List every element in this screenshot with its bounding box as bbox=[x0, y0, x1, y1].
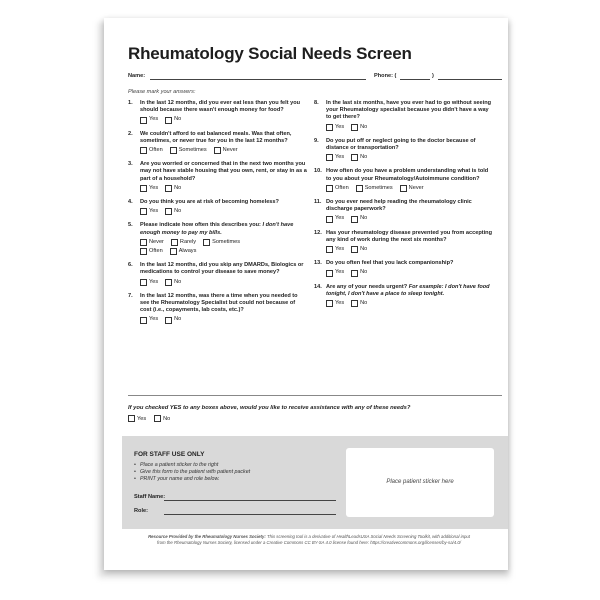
answer-options bbox=[326, 246, 494, 253]
answer-options bbox=[140, 116, 308, 123]
checkbox-option[interactable] bbox=[140, 279, 158, 286]
checkbox-option[interactable] bbox=[170, 248, 197, 255]
checkbox[interactable] bbox=[351, 154, 358, 161]
question-text-main: How often do you have a problem understanding what is told to you about your Rheumatology/Autoimmune condition? bbox=[326, 168, 489, 182]
checkbox-label: Yes bbox=[137, 415, 147, 422]
checkbox-label: No bbox=[360, 300, 368, 307]
checkbox-option[interactable] bbox=[171, 239, 196, 246]
question-text-main: In the last 12 months, did you ever eat less than you felt you should because there wasn't enough money for food? bbox=[140, 100, 301, 114]
checkbox-label: No bbox=[360, 246, 368, 253]
form-sheet bbox=[104, 18, 508, 570]
checkbox-option[interactable] bbox=[351, 246, 367, 253]
question-2 bbox=[128, 131, 308, 155]
checkbox-option[interactable] bbox=[351, 300, 367, 307]
checkbox[interactable] bbox=[154, 415, 161, 422]
question-3 bbox=[128, 161, 308, 192]
question-14 bbox=[314, 284, 494, 308]
checkbox-option[interactable] bbox=[165, 116, 181, 123]
section-divider bbox=[128, 395, 502, 396]
checkbox-option[interactable] bbox=[356, 185, 393, 192]
checkbox-label: No bbox=[163, 415, 171, 422]
checkbox[interactable] bbox=[326, 216, 333, 223]
checkbox-option[interactable] bbox=[326, 300, 344, 307]
question-text-main: Are you worried or concerned that in the next two months you may not have stable housing that you own, rent, or stay in as a part of a household? bbox=[140, 161, 307, 182]
answer-options bbox=[326, 154, 494, 161]
checkbox[interactable] bbox=[140, 208, 147, 215]
answer-options bbox=[140, 316, 308, 323]
checkbox-label: Often bbox=[149, 248, 163, 255]
checkbox[interactable] bbox=[140, 239, 147, 246]
question-text-main: Has your rheumatology disease prevented you from accepting any kind of work during the next six months? bbox=[326, 229, 492, 243]
checkbox[interactable] bbox=[140, 185, 147, 192]
question-number: 14. bbox=[314, 283, 322, 290]
question-text bbox=[140, 161, 308, 183]
checkbox[interactable] bbox=[351, 246, 358, 253]
checkbox-label: Always bbox=[178, 248, 197, 255]
checkbox-option[interactable] bbox=[140, 316, 158, 323]
checkbox[interactable] bbox=[400, 185, 407, 192]
checkbox-option[interactable] bbox=[140, 116, 158, 123]
question-number: 4. bbox=[128, 199, 133, 206]
checkbox[interactable] bbox=[170, 248, 177, 255]
question-text-main: We couldn't afford to eat balanced meals. Was that often, sometimes, or never true for you in the last 12 months? bbox=[140, 130, 292, 144]
question-text-main: Do you often feel that you lack companionship? bbox=[326, 260, 454, 267]
checkbox-option[interactable] bbox=[128, 415, 146, 422]
question-number: 11. bbox=[314, 199, 322, 206]
checkbox[interactable] bbox=[326, 185, 333, 192]
question-text bbox=[140, 293, 308, 315]
role-line[interactable] bbox=[164, 514, 336, 515]
checkbox-option[interactable] bbox=[351, 269, 367, 276]
checkbox[interactable] bbox=[351, 124, 358, 131]
staff-instruction-item: • Place a patient sticker to the right bbox=[140, 462, 250, 469]
answer-options bbox=[140, 147, 308, 154]
checkbox[interactable] bbox=[326, 154, 333, 161]
checkbox[interactable] bbox=[140, 147, 147, 154]
question-number: 5. bbox=[128, 222, 133, 229]
checkbox-option[interactable] bbox=[351, 215, 367, 222]
question-text-main: Do you think you are at risk of becoming homeless? bbox=[140, 199, 279, 206]
checkbox[interactable] bbox=[351, 216, 358, 223]
checkbox-label: Never bbox=[222, 147, 238, 154]
question-number: 2. bbox=[128, 130, 133, 137]
checkbox[interactable] bbox=[140, 279, 147, 286]
answer-options bbox=[326, 269, 494, 276]
checkbox-option[interactable] bbox=[140, 208, 158, 215]
checkbox-label: No bbox=[174, 184, 182, 191]
checkbox[interactable] bbox=[165, 317, 172, 324]
question-text-example: I don't have enough money to pay my bills. bbox=[140, 222, 294, 236]
checkbox-option[interactable] bbox=[400, 185, 424, 192]
checkbox-option[interactable] bbox=[140, 248, 163, 255]
checkbox-option[interactable] bbox=[351, 154, 367, 161]
role-field bbox=[134, 508, 148, 514]
checkbox[interactable] bbox=[165, 208, 172, 215]
checkbox-label: No bbox=[360, 269, 368, 276]
question-number: 9. bbox=[314, 137, 319, 144]
question-7 bbox=[128, 293, 308, 324]
checkbox[interactable] bbox=[165, 185, 172, 192]
checkbox-label: No bbox=[360, 154, 368, 161]
checkbox-option[interactable] bbox=[165, 208, 181, 215]
checkbox-option[interactable] bbox=[154, 415, 170, 422]
answer-options bbox=[140, 239, 308, 255]
checkbox[interactable] bbox=[326, 124, 333, 131]
question-text bbox=[140, 262, 308, 276]
assistance-question: If you checked YES to any boxes above, would you like to receive assistance with any of these needs? bbox=[128, 405, 411, 411]
question-4 bbox=[128, 199, 308, 215]
checkbox[interactable] bbox=[140, 117, 147, 124]
instructions: Please mark your answers: bbox=[128, 89, 196, 95]
checkbox-label: Yes bbox=[335, 300, 345, 307]
phone-paren: ) bbox=[432, 73, 434, 79]
checkbox-label: Rarely bbox=[179, 238, 197, 245]
checkbox-option[interactable] bbox=[214, 147, 238, 154]
checkbox-option[interactable] bbox=[326, 215, 344, 222]
checkbox-option[interactable] bbox=[140, 185, 158, 192]
checkbox-option[interactable] bbox=[351, 124, 367, 131]
question-11 bbox=[314, 199, 494, 223]
checkbox-option[interactable] bbox=[165, 279, 181, 286]
answer-options bbox=[326, 215, 494, 222]
checkbox-label: Sometimes bbox=[212, 238, 241, 245]
checkbox-label: Yes bbox=[335, 269, 345, 276]
footer-bold: Resource Provided by the Rheumatology Nurses Society: bbox=[148, 534, 266, 539]
checkbox-label: Yes bbox=[335, 123, 345, 130]
question-10 bbox=[314, 168, 494, 192]
footer-text: This screening tool is a derivative of HealthLeadsUSA Social Needs Screening Toolkit, with additional input from the Rheumatology Nurses Society, licensed under a Creative Commons CC BY-SA 4.0 license found here: https://creativecommons.org/licenses/by-sa/4.0/ bbox=[157, 534, 470, 545]
question-text bbox=[326, 138, 494, 152]
checkbox-label: No bbox=[174, 116, 182, 123]
checkbox-label: Yes bbox=[149, 116, 159, 123]
checkbox[interactable] bbox=[165, 117, 172, 124]
checkbox-label: Never bbox=[408, 184, 424, 191]
question-text-main: Do you put off or neglect going to the doctor because of distance or transportation? bbox=[326, 137, 476, 152]
question-number: 7. bbox=[128, 292, 133, 299]
checkbox-option[interactable] bbox=[140, 239, 164, 246]
question-text bbox=[326, 168, 494, 182]
question-5 bbox=[128, 222, 308, 255]
question-12 bbox=[314, 230, 494, 254]
checkbox[interactable] bbox=[351, 300, 358, 307]
checkbox[interactable] bbox=[140, 317, 147, 324]
staff-panel-title: FOR STAFF USE ONLY bbox=[134, 451, 205, 458]
answer-options bbox=[140, 208, 308, 215]
sticker-placeholder-text: Place patient sticker here bbox=[386, 479, 454, 485]
checkbox-option[interactable] bbox=[165, 185, 181, 192]
question-text-example: For example: I don't have food tonight, I don't have a place to sleep tonight. bbox=[326, 283, 490, 297]
checkbox[interactable] bbox=[356, 185, 363, 192]
checkbox[interactable] bbox=[128, 415, 135, 422]
checkbox[interactable] bbox=[326, 246, 333, 253]
checkbox[interactable] bbox=[351, 270, 358, 277]
checkbox[interactable] bbox=[171, 239, 178, 246]
patient-sticker-area[interactable] bbox=[346, 448, 494, 517]
staff-instruction-item: • Give this form to the patient with patient packet bbox=[140, 469, 250, 476]
questions-right-column bbox=[314, 100, 494, 314]
questions-left-column bbox=[128, 100, 308, 331]
question-text bbox=[140, 222, 308, 236]
question-text bbox=[326, 100, 494, 122]
checkbox-label: No bbox=[174, 316, 182, 323]
question-number: 6. bbox=[128, 262, 133, 269]
answer-options bbox=[326, 300, 494, 307]
answer-options bbox=[140, 279, 308, 286]
staff-use-panel bbox=[122, 436, 508, 529]
question-1 bbox=[128, 100, 308, 124]
checkbox-option[interactable] bbox=[326, 185, 349, 192]
checkbox-label: Yes bbox=[335, 154, 345, 161]
checkbox-label: Yes bbox=[149, 184, 159, 191]
checkbox[interactable] bbox=[214, 147, 221, 154]
staff-name-label: Staff Name: bbox=[134, 494, 166, 500]
question-text bbox=[140, 100, 308, 114]
staff-instructions bbox=[134, 462, 250, 483]
answer-options bbox=[326, 185, 494, 192]
question-text bbox=[326, 199, 494, 213]
answer-options bbox=[326, 124, 494, 131]
question-6 bbox=[128, 262, 308, 286]
checkbox-label: No bbox=[360, 123, 368, 130]
footer-credit bbox=[144, 534, 474, 546]
checkbox-option[interactable] bbox=[140, 147, 163, 154]
question-text bbox=[326, 284, 494, 298]
staff-name-field bbox=[134, 494, 165, 500]
name-label: Name: bbox=[128, 73, 146, 79]
checkbox-label: No bbox=[174, 208, 182, 215]
question-13 bbox=[314, 260, 494, 276]
checkbox-option[interactable] bbox=[165, 316, 181, 323]
checkbox-label: Never bbox=[149, 238, 164, 245]
question-text-main: In the last six months, have you ever had to go without seeing your Rheumatology specialist because you didn't have a way to get there? bbox=[326, 100, 492, 121]
checkbox-label: Yes bbox=[149, 316, 159, 323]
question-number: 10. bbox=[314, 168, 322, 175]
phone-area-line[interactable] bbox=[400, 79, 430, 80]
checkbox[interactable] bbox=[326, 270, 333, 277]
checkbox-label: Yes bbox=[149, 278, 159, 285]
checkbox[interactable] bbox=[326, 300, 333, 307]
staff-name-line[interactable] bbox=[164, 500, 336, 501]
question-number: 12. bbox=[314, 229, 322, 236]
checkbox-label: Yes bbox=[335, 215, 345, 222]
checkbox-label: Often bbox=[149, 147, 163, 154]
staff-instruction-item: • PRINT your name and role below. bbox=[140, 476, 250, 483]
checkbox-label: Yes bbox=[335, 246, 345, 253]
checkbox-option[interactable] bbox=[203, 239, 240, 246]
answer-options bbox=[140, 185, 308, 192]
checkbox-option[interactable] bbox=[326, 154, 344, 161]
form-title: Rheumatology Social Needs Screen bbox=[128, 44, 412, 63]
question-number: 8. bbox=[314, 100, 319, 106]
question-text bbox=[326, 230, 494, 244]
phone-number-line[interactable] bbox=[438, 79, 502, 80]
question-number: 1. bbox=[128, 100, 133, 106]
checkbox-option[interactable] bbox=[326, 269, 344, 276]
question-text bbox=[140, 199, 308, 206]
checkbox[interactable] bbox=[140, 248, 147, 255]
checkbox-label: Often bbox=[335, 184, 349, 191]
checkbox-label: Sometimes bbox=[178, 147, 207, 154]
checkbox-option[interactable] bbox=[326, 246, 344, 253]
checkbox-label: Yes bbox=[149, 208, 159, 215]
phone-label: Phone: ( bbox=[374, 73, 397, 79]
question-text-main: In the last 12 months, did you skip any DMARDs, Biologics or medications to control your disease to save money? bbox=[140, 262, 304, 276]
name-input-line[interactable] bbox=[150, 79, 366, 80]
question-text-main: In the last 12 months, was there a time when you needed to see the Rheumatology Specialist but could not because of cost (i.e., copayments, lab costs, etc.)? bbox=[140, 292, 298, 314]
question-text bbox=[140, 131, 308, 145]
checkbox-label: No bbox=[360, 215, 368, 222]
checkbox-option[interactable] bbox=[326, 124, 344, 131]
role-label: Role: bbox=[134, 508, 148, 514]
question-text-main: Are any of your needs urgent? bbox=[326, 283, 408, 290]
checkbox[interactable] bbox=[165, 279, 172, 286]
assistance-options bbox=[128, 415, 170, 422]
question-8 bbox=[314, 100, 494, 131]
checkbox[interactable] bbox=[203, 239, 210, 246]
question-9 bbox=[314, 138, 494, 162]
question-number: 3. bbox=[128, 161, 133, 168]
checkbox[interactable] bbox=[170, 147, 177, 154]
question-text-main: Do you ever need help reading the rheumatology clinic discharge paperwork? bbox=[326, 199, 472, 213]
question-text-main: Please indicate how often this describes you: bbox=[140, 222, 261, 229]
checkbox-option[interactable] bbox=[170, 147, 207, 154]
question-text bbox=[326, 260, 494, 267]
question-number: 13. bbox=[314, 260, 322, 267]
checkbox-label: Sometimes bbox=[364, 184, 393, 191]
checkbox-label: No bbox=[174, 278, 182, 285]
